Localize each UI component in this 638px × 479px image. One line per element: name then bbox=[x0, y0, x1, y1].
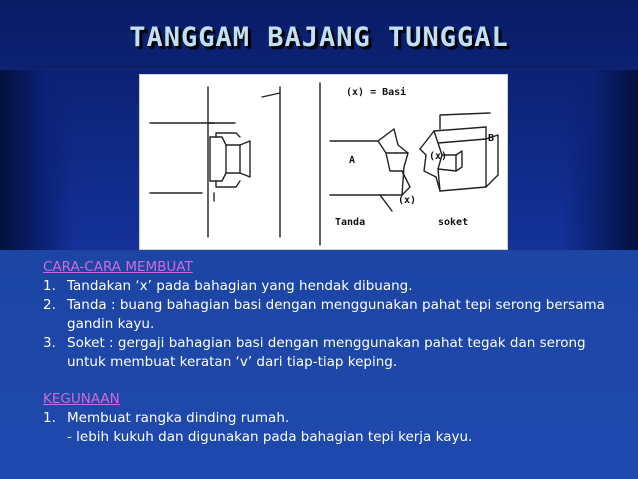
cara-item-text: Tanda : buang bahagian basi dengan menggunakan pahat tepi serong bersama gandin kayu. bbox=[67, 297, 605, 332]
kegunaan-item bbox=[43, 409, 623, 428]
piece-a-end bbox=[394, 129, 408, 195]
section-gap bbox=[43, 372, 623, 390]
x-label-2: (x) bbox=[398, 195, 417, 206]
joint-drawing bbox=[140, 75, 507, 249]
piece-b-top bbox=[420, 127, 486, 149]
piece-b-label: B bbox=[488, 133, 495, 144]
x-label-1: (x) bbox=[429, 151, 448, 162]
left-dovetail-outline bbox=[210, 137, 226, 181]
cara-item-text: Soket : gergaji bahagian basi dengan menggunakan pahat tegak dan serong untuk membuat keratan ‘v’ dari tiap-tiap keping. bbox=[67, 335, 586, 370]
cara-heading: CARA-CARA MEMBUAT bbox=[43, 259, 193, 275]
title-divider bbox=[34, 66, 604, 68]
kegunaan-heading: KEGUNAAN bbox=[43, 391, 120, 407]
kegunaan-subitem-text: - lebih kukuh dan digunakan pada bahagian tepi kerja kayu. bbox=[67, 429, 473, 445]
cara-item-number: 2. bbox=[43, 297, 56, 313]
basi-label: (x) = Basi bbox=[346, 87, 407, 98]
cara-item-text: Tandakan ‘x’ pada bahagian yang hendak dibuang. bbox=[67, 278, 413, 294]
cara-item bbox=[43, 334, 623, 372]
cara-item-number: 1. bbox=[43, 278, 56, 294]
slide-title: TANGGAM BAJANG TUNGGAL bbox=[129, 22, 509, 53]
kegunaan-subitem bbox=[43, 428, 623, 447]
right-shade bbox=[563, 70, 638, 250]
joint-illustration bbox=[139, 74, 508, 250]
piece-b-bottom bbox=[436, 177, 486, 191]
piece-a-top bbox=[330, 129, 394, 141]
piece-a-label: A bbox=[349, 155, 356, 166]
tanda-label: Tanda bbox=[335, 217, 366, 228]
kegunaan-item-text: Membuat rangka dinding rumah. bbox=[67, 410, 290, 426]
soket-label: soket bbox=[438, 217, 469, 228]
slide-content bbox=[43, 258, 623, 447]
cara-item bbox=[43, 296, 623, 334]
cara-item bbox=[43, 277, 623, 296]
cara-item-number: 3. bbox=[43, 335, 56, 351]
kegunaan-item-number: 1. bbox=[43, 410, 56, 426]
left-shade bbox=[0, 70, 75, 250]
